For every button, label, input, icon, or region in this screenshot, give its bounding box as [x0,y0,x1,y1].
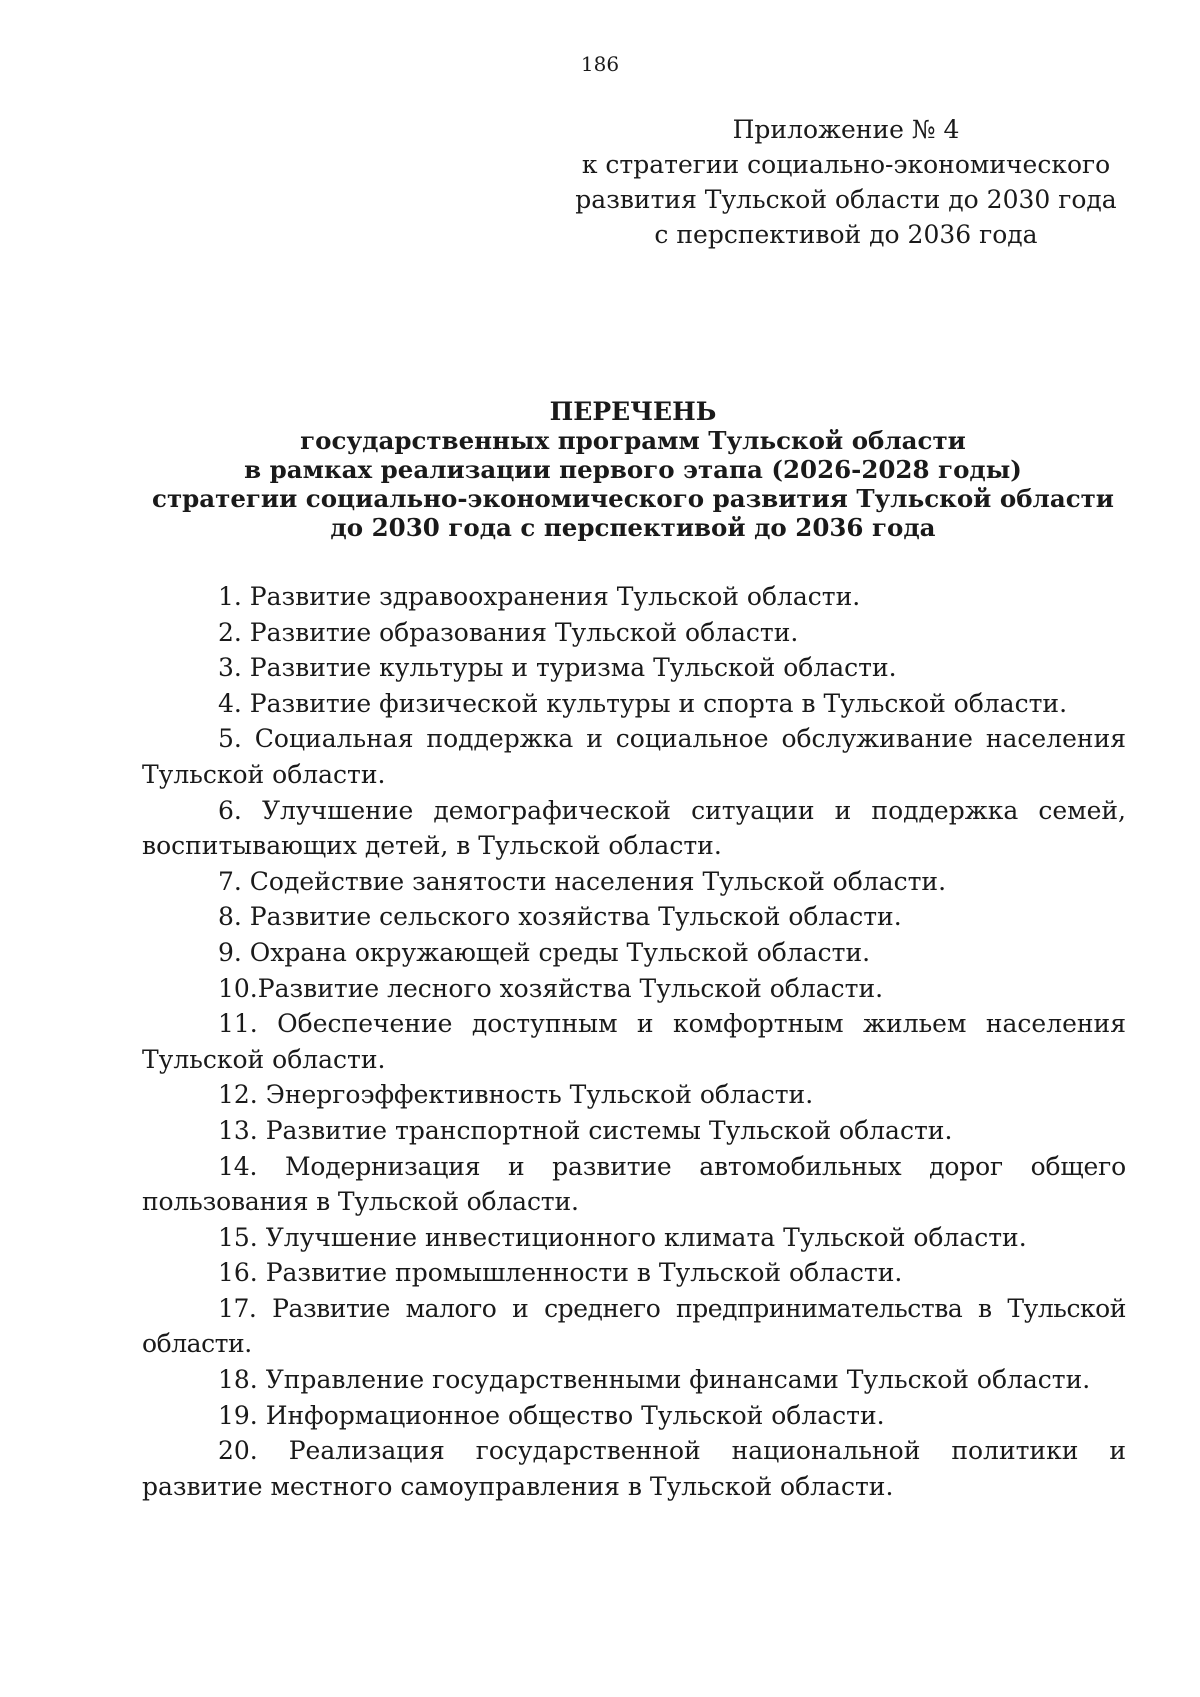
list-item: 8. Развитие сельского хозяйства Тульской области. [218,902,902,932]
heading-line: в рамках реализации первого этапа (2026-2028 годы) [244,455,1022,484]
page-number: 186 [580,52,620,76]
list-item: 12. Энергоэффективность Тульской области. [218,1080,814,1110]
list-item: 6. Улучшение демографической ситуации и поддержка семей, воспитывающих детей, в Тульской области. [142,795,1126,861]
appendix-line: развития Тульской области до 2030 года [575,185,1117,214]
heading-line: государственных программ Тульской области [300,426,966,455]
list-item: 5. Социальная поддержка и социальное обслуживание населения Тульской области. [142,724,1126,789]
list-item: 9. Охрана окружающей среды Тульской области. [218,937,871,967]
list-item: 2. Развитие образования Тульской области. [218,617,799,647]
list-item: 16. Развитие промышленности в Тульской области. [218,1258,903,1288]
list-item: 4. Развитие физической культуры и спорта в Тульской области. [218,688,1068,718]
list-item: 17. Развитие малого и среднего предпринимательства в Тульской области. [142,1293,1126,1359]
document-heading [140,397,1126,542]
list-item: 19. Информационное общество Тульской области. [218,1400,885,1430]
list-item: 14. Модернизация и развитие автомобильных дорог общего пользования в Тульской области. [142,1151,1126,1217]
heading-line: стратегии социально-экономического развития Тульской области [152,484,1114,513]
list-item: 7. Содействие занятости населения Тульской области. [218,866,947,896]
document-title: ПЕРЕЧЕНЬ [549,397,717,426]
list-item: 13. Развитие транспортной системы Тульской области. [218,1115,953,1145]
appendix-line: Приложение № 4 [732,115,960,144]
appendix-reference [560,112,1132,252]
heading-line: до 2030 года с перспективой до 2036 года [330,513,936,542]
programs-list [142,579,1126,1504]
list-item: 10.Развитие лесного хозяйства Тульской области. [218,973,884,1003]
list-item: 18. Управление государственными финансами Тульской области. [218,1365,1091,1395]
list-item: 1. Развитие здравоохранения Тульской области. [218,582,861,611]
appendix-line: к стратегии социально-экономического [581,150,1111,179]
list-item: 11. Обеспечение доступным и комфортным жильем населения Тульской области. [142,1009,1126,1074]
appendix-line: с перспективой до 2036 года [654,220,1038,249]
list-item: 20. Реализация государственной национальной политики и развитие местного самоуправления в Тульской области. [142,1436,1126,1501]
list-item: 3. Развитие культуры и туризма Тульской области. [218,653,897,683]
list-item: 15. Улучшение инвестиционного климата Тульской области. [218,1222,1027,1252]
